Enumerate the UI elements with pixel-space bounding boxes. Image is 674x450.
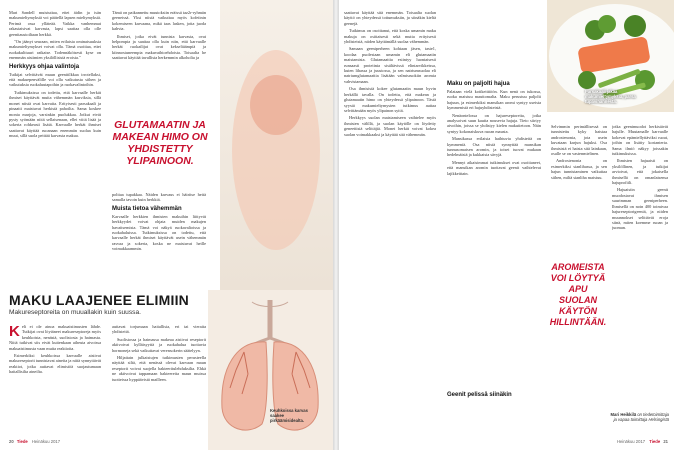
column-subheading: Muista tietoa vähemmän bbox=[112, 205, 182, 212]
paragraph-text: eli ei ole ainoa makuaistimusten lähde. Tutkijat ovat löytäneet makureseptoreja myös keuhkoista, nenästä, suolistosta ja haimasta. Niitä tutkivat siis eivät kuitenkaan aiheuta aivoissa makuaistimusta vaan muita reaktioita. bbox=[9, 324, 101, 351]
paragraph-text: Osa ihmisistä kokee glutamaatin maun hyvin herkällä tavalla. On todettu, että makean ja glutamaatin himo on yhteydessä ylipainoon. Tästä syystä makumieltymysten tutkimus auttaa selvittämään myös ylipainon syitä. bbox=[344, 86, 436, 113]
box-col-2 bbox=[112, 324, 206, 436]
paragraph bbox=[447, 136, 541, 158]
paragraph bbox=[112, 214, 206, 252]
paragraph bbox=[9, 90, 101, 139]
paragraph bbox=[112, 192, 206, 203]
lungs-caption: Keuhkoissa karvas saakee pirkäämisidealta. bbox=[270, 408, 308, 423]
paragraph-text: Selvimmin perimällisessä on tunnistettu kyky haistaa androstenonia, jota usein kuvataan karjun hajuksi. Osa ihmisistä ei haista sitä lainkaan, osalle se on vastenmielinen. bbox=[551, 124, 607, 157]
paragraph-text: Hajuaistin geenit muodostavat ihmisen suurimman geeniperheen. Ihmisellä on noin 400 toimivaa hajureseptorigeeniä, ja niiden muunnokset selittävät eroja siinä, miten koemme ruoan ja juoman. bbox=[612, 187, 668, 231]
photo-caption: Parsakaali jakaa makumieltymyksiä, parsa tupavihannesta. bbox=[585, 89, 636, 104]
paragraph bbox=[612, 187, 668, 230]
left-page-magazine: Tiede bbox=[16, 439, 28, 444]
section-subtitle: Makureseptoreita on muuallakin kuin suussa. bbox=[9, 309, 141, 316]
paragraph bbox=[447, 160, 541, 176]
byline-name: Mari Heikkilä bbox=[610, 412, 637, 417]
paragraph-text: Esimerkiksi keuhkoissa karvaalle aistivat makureseptorit tunnistavat aineita ja niitä synnyttävät reaktiot, jotka auttavat elimistöä suojautumaan haitallisilta aineilta. bbox=[9, 353, 101, 375]
column-subheading: Herkkyys ohjaa valintoja bbox=[9, 63, 80, 70]
section-title: MAKU LAAJENEE ELIMIIN bbox=[9, 292, 189, 308]
left-page-number-value: 20 bbox=[9, 439, 14, 444]
right-page-number bbox=[617, 439, 668, 444]
box-col-1 bbox=[9, 324, 101, 436]
right-col-2 bbox=[447, 78, 541, 378]
right-col-1 bbox=[344, 10, 436, 440]
paragraph-text: Palataan vielä kotikeittiöön. Kun nenä on tukossa, ruoka maistuu mauttomalta. Maku perustuu paljolti hajuun, ja esimerkiksi mansikan aromi syntyy useista kymmenistä eri hajuyhdisteistä. bbox=[447, 89, 541, 111]
paragraph bbox=[112, 337, 206, 353]
lungs-illustration bbox=[208, 290, 333, 450]
paragraph-text: Tutkimuksissa on todettu, että karvaalle herkät ihmiset käyttävät muita vähemmän kasviksia, sillä monet niistä ovat karvaita. Erityisesti parsakaali ja pinaatti maistuvat herkistä pahoilta. Sama koskee monia marjoja, varsinkin puolukkaa. Jotkut eivät pysty syömään niitä sellaisenaan, ellei viitä lisää ja sokeria rohkeasti lisätä. Karvaalle herkät ihmiset saattavat käyttää ruoanaan enemmän suolaa kuin muut, sillä suola peittää karvasta makua. bbox=[9, 89, 101, 139]
paragraph-text: saattavat käyttää sitä enemmän. Toisaalta suolan käyttö on yhteydessä tottumuksiin, ja siinäkin kieltä geenejä. bbox=[344, 10, 436, 26]
paragraph-text: auttavat torjumaan haitallisia, eri tai vieraita yhdisteitä. bbox=[112, 324, 206, 335]
right-pull-quote: AROMEISTA VOI LÖYTYÄ APU SUOLAN KÄYTÖN HILLINTÄÄN. bbox=[549, 262, 607, 327]
left-col-3 bbox=[112, 192, 206, 288]
paragraph-text: Herkkyys suolan maistamiseen vaihtelee myös ihmisten välillä, ja suolan käytölle on löydetty geneettisiä selittäjiä. Monet herkät voivat kokea suolan voimakkaaksi ja käyttää sitä vähemmän. bbox=[344, 115, 436, 137]
paragraph-text: "On jäänyt seuraan, miten erilaisia ominaisuuksia makumieltymykset voivat olla. Tämä osoittaa, ettei ruokakulttuuri ratkaise. Todennäköisesti kyse on enemmän aistimien yksilöllisistä eroista." bbox=[9, 39, 101, 61]
paragraph bbox=[9, 72, 101, 88]
paragraph-text: Samaan geeniperheen kohtaan jäsen, taste1, koodaa puolestaan umamin eli glutamaatin maistamista. Glutamaattia esiintyy luontaisesti runsaasti proteiinia sisältävissä elintarvikkeissa, kuten lihassa ja juustossa, ja sen natriumsuolaa eli natriumglutamaattia lisätään valmisruokiin aromia vahvistamaan. bbox=[344, 46, 436, 84]
paragraph-text: Mari Sandell muistuttaa, ettei äidin ja isän makumieltymyksiä voi päätellä lapsen mieltymyksiä. Perimä ossa ylläteää. Vaikka vanhemmat rakastaisivat karvasta, lapsi saattaa olla olle geenitaustoiltaan herkkä. bbox=[9, 10, 101, 37]
right-section-heading: Geenit pelissä siinäkin bbox=[447, 392, 512, 398]
paragraph-text: Karvaalle herkkien ihmisten makuihin liittyvät herkkyydet voivat ohjata muiden makujen havaitsemista. Tämä voi näkyä ruokavalioissa ja ruokahaluissa. Tutkimuksissa on todettu, että karvaalle herkät ihmiset käyttävät usein vähemmän rasvaa ja sokeria, koska ne maistuvat heille voimakkaammin. bbox=[112, 213, 206, 252]
right-page-issue: Heinäkuu 2017 bbox=[616, 439, 646, 444]
right-col-4 bbox=[612, 124, 668, 410]
left-page-issue: Heinäkuu 2017 bbox=[31, 439, 61, 444]
paragraph bbox=[447, 113, 541, 135]
paragraph bbox=[9, 353, 101, 375]
byline-role: on tiedetoimittaja ja vapaa toimittaja Helsingistä bbox=[613, 412, 669, 422]
paragraph bbox=[112, 324, 206, 335]
paragraph-text: Ihmisten hajuaisti on yksilöllinen, ja tutkijat arvioivat, että jokaisella ihmisellä on omanlaisensa hajuprofiili. bbox=[612, 158, 668, 186]
byline bbox=[607, 412, 669, 422]
right-page-number-value: 21 bbox=[663, 439, 668, 444]
paragraph bbox=[551, 158, 607, 180]
paragraph-text: Mennyt aikaisimmat tutkimukset ovat osoittaneet, että mansikan aromin tuottavat geenit vaihtelevat lajikkeittain. bbox=[447, 159, 541, 176]
paragraph bbox=[344, 86, 436, 113]
right-col-3 bbox=[551, 124, 607, 244]
paragraph-text: Nenäontelossa on hajureseptoreita, jotka analysoivat suun kautta nousevia hajuja. Tieto siirtyy aivoihin, joissa se yhdistyy kielen makutietoon. Näin syntyy kokonaiskuva ruoan mausta. bbox=[447, 112, 541, 134]
paragraph-text: jotka geenimuodot herkistävät hajulle. Muutamalle karvaalle kokevat epämiellyttäviksi ruoat, joihin on lisätty korianteria. Sama ilmiö näkyy joissakin tutkimuksissa. bbox=[612, 124, 668, 157]
paragraph bbox=[9, 39, 101, 61]
paragraph-text: Hiljattain julkaistujen tutkimusten perusteella näyttää siltä, että nenässä olevat karvaan maun reseptorit voivat suojella bakteeritulehduksilta. Ehkä ne aktivoivat tappamaan bakteereita maun muissa tuotteissa hyppäävistä mailleen. bbox=[112, 355, 206, 382]
paragraph-text: Ihmiset, jotka eivät tunnista karvasta, ovat helpompia ja saattaa olla kuin niin, että karvaalle herkät ruokailijat ovat kekseliäämpiä ja kiinnostuneempia makuvaihtoehdoista. Toisaalta he saattavat käyttää tavallista herkemmin alkoholia ja bbox=[112, 33, 206, 61]
paragraph-text: polttaa tupakkaa. Näiden karvaus ei häiritse heitä samalla tavoin kuin herkkiä. bbox=[112, 192, 206, 203]
left-col-1 bbox=[9, 10, 101, 288]
paragraph-text: Mansikassa erilaisia haihtuvia yhdisteitä on kymmeniä. Osa niistä synnyttää mansikan tunnusomaisen aromin, ja toiset tuovat mukaan hedelmäisiä ja kukkaisia sävyjä. bbox=[447, 136, 541, 158]
paragraph-text: Tutkijat selvittävät muun geenitilkkaa irrotellaksi, että makuepenvälille voi olla vaikutusta siihen ja vaikutuksia ruokaluutapoihin ja ruokavalintoihin. bbox=[9, 71, 101, 88]
header-photo-art bbox=[220, 0, 333, 290]
right-page bbox=[339, 0, 674, 450]
left-page bbox=[0, 0, 333, 450]
paragraph bbox=[9, 10, 101, 37]
paragraph bbox=[112, 355, 206, 382]
paragraph bbox=[344, 28, 436, 44]
paragraph-text: Androstenonia on esimerkiksi sianlihassa, ja sen hajun tunnistaminen vaikuttaa siihen, miltä sianliha maistuu. bbox=[551, 158, 607, 180]
paragraph bbox=[344, 10, 436, 26]
left-page-number bbox=[9, 439, 60, 444]
paragraph bbox=[551, 124, 607, 156]
pull-quote: GLUTAMAATIN JA MAKEAN HIMO ON YHDISTETTY YLIPAINOON. bbox=[112, 119, 208, 167]
paragraph bbox=[112, 34, 206, 61]
paragraph-text: Suolistossa ja haimassa makeaa aistivat reseptorit aktivoivat kylläisyyttä ja ruokahalua tuottavia hormoneja sekä vaikuttavat verensokerin säätelyyn. bbox=[112, 336, 206, 353]
left-col-2 bbox=[112, 10, 206, 88]
paragraph-text: Tutkimus on osoittanut, että koska umamin maku makuja on osittaisesti sekä mutta erityisesti yhdisteistä, niiden käyttämällä suolaa vähemmän. bbox=[344, 28, 436, 45]
paragraph bbox=[9, 324, 101, 351]
paragraph bbox=[112, 10, 206, 32]
drop-cap: K bbox=[9, 324, 20, 340]
paragraph bbox=[344, 46, 436, 84]
paragraph-text: Tämä on paikannettu muutoksiin eräissä taz2r-ryhmän geeneissä. Yksi niistä vaikuttaa myös kofeiinin kokemiseen karvaana, mikä taas lasken, jotta juoda kahvia. bbox=[112, 10, 206, 32]
paragraph bbox=[447, 89, 541, 111]
right-page-magazine: Tiede bbox=[649, 439, 661, 444]
paragraph bbox=[344, 115, 436, 137]
paragraph bbox=[612, 124, 668, 156]
column-subheading: Maku on paljolti hajua bbox=[447, 81, 510, 87]
paragraph bbox=[612, 158, 668, 185]
